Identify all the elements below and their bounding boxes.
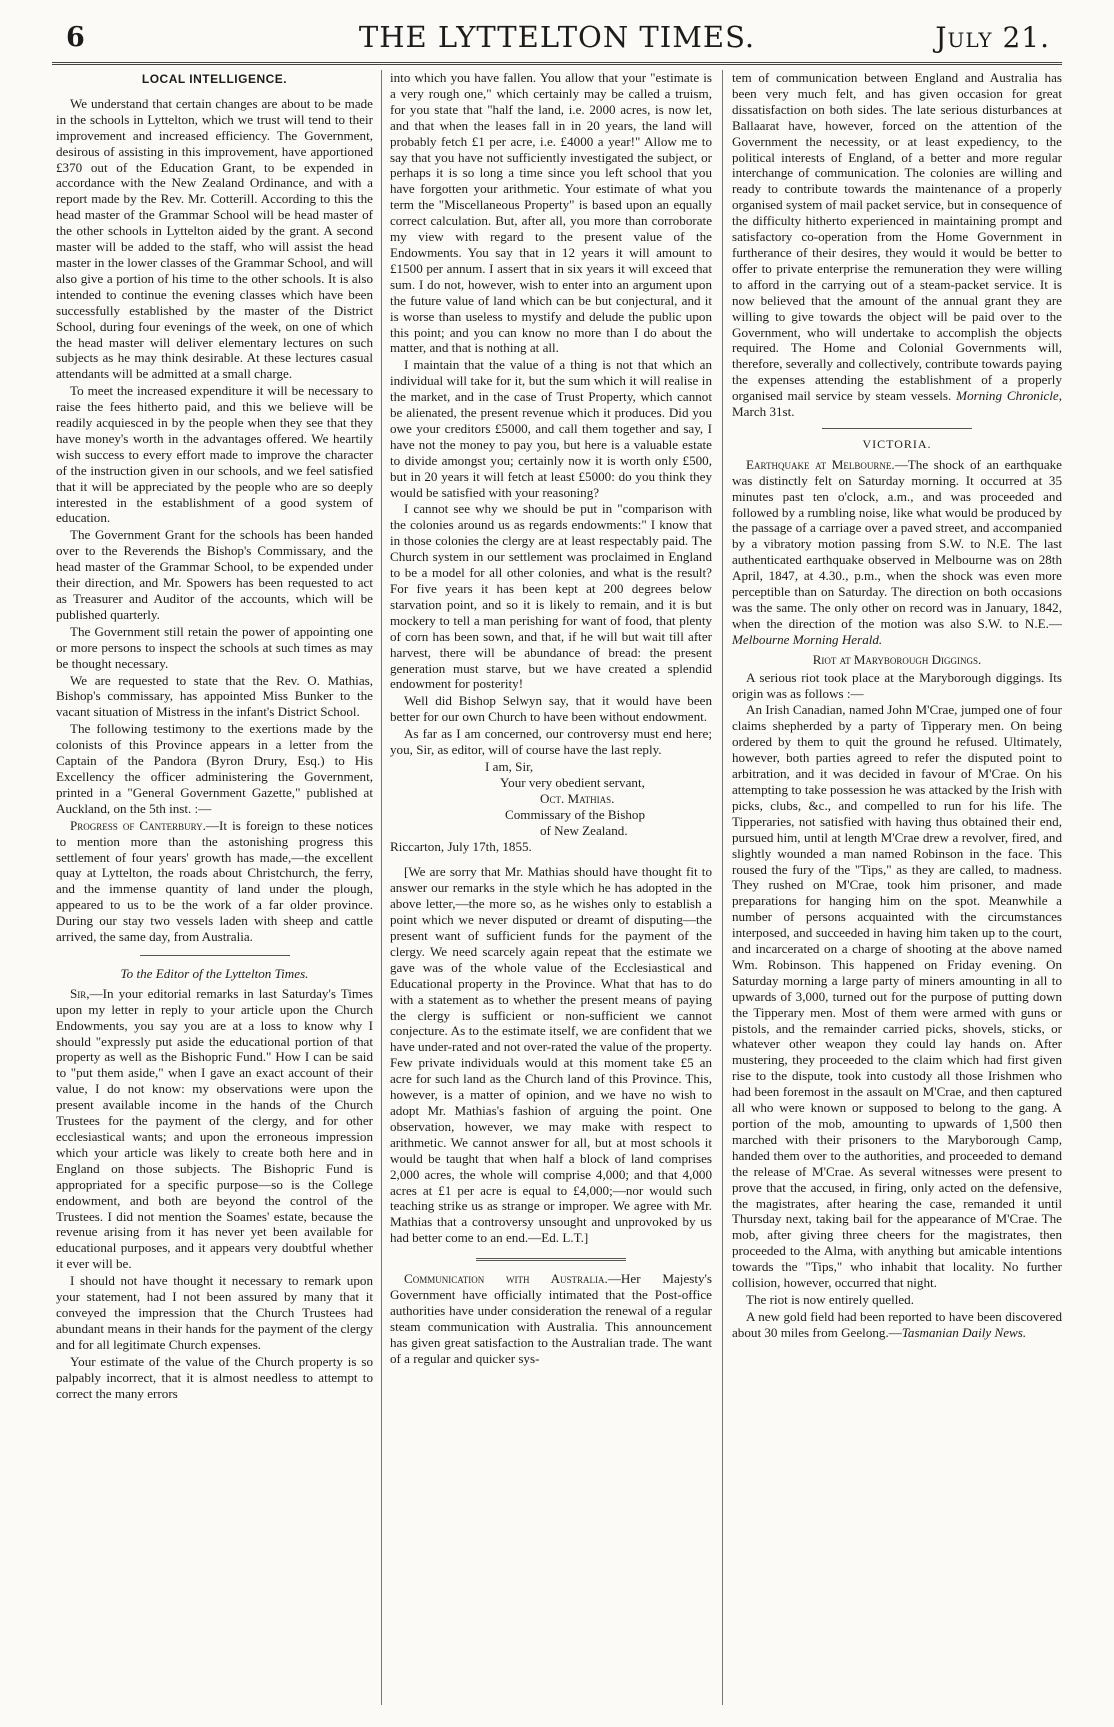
paragraph <box>732 70 1062 420</box>
paragraph: The Government Grant for the schools has been handed over to the Reverends the Bishop's Commissary, and the head master of the Grammar School, to be expended under their direction, and Mr. Spowers has been requested to act as Treasurer and Auditor of the accounts, which will be published quarterly. <box>56 527 373 622</box>
paragraph <box>56 818 373 945</box>
editor-reply: [We are sorry that Mr. Mathias should have thought fit to answer our remarks in the style which he has adopted in the above letter,—the more so, as he wishes only to establish a point which we never disputed or dreamt of disputing—the present want of sufficient funds for the payment of the clergy. We need scarcely again repeat that the estimate we gave was of the whole value of the Ecclesiastical and Educational property in the Province. What that has to do with a statement as to whether the present means of paying the clergy is sufficient or non-sufficient we cannot conjecture. As to the estimate itself, we are confident that we have under-rated and not over-rated the value of the property. Few private individuals would at this moment take £5 an acre for such land as the Church land of this Province. This, however, is a matter of opinion, and we have no wish to adopt Mr. Mathias's fashion of arguing the point. One observation, however, we may make with respect to arithmetic. We cannot answer for all, but at most schools it would be taught that when half a block of land comprises 2,000 acres, the whole will comprise 4,000; and that 4,000 acres at £1 per acre is equal to £4,000;—nor would such teaching strike us as strange or improper. We agree with Mr. Mathias that a controversy unsought and unprovoked by us had better come to an end.—Ed. L.T.] <box>390 864 712 1246</box>
paragraph-text: March 31st. <box>732 404 795 420</box>
paragraph: The following testimony to the exertions made by the colonists of this Province appears in a letter from the Captain of the Pandora (Byron Drury, Esq.) to His Excellency the officer administering the Government, printed in a "General Government Gazette," published at Auckland, on the 5th inst. :— <box>56 721 373 816</box>
issue-date: July 21. <box>935 21 1050 54</box>
paragraph: I cannot see why we should be put in "comparison with the colonies around us as regards endowments:" I know that in those colonies the clergy are at least respectably paid. The Church system in our settlement was proclaimed in England to be a model for all other colonies, and what is the result? For five years it has been kept at 200 degrees below starvation point, and so it is likely to remain, and it is but mockery to tell a man perishing for want of food, that plenty of corn has been sown, and that, if he will but wait till after harvest, there will be abundance of bread: the present generation must starve, but we have created a splendid endowment for posterity! <box>390 501 712 692</box>
column-divider <box>722 70 723 1705</box>
source-credit: Melbourne Morning Herald. <box>732 631 883 647</box>
paragraph-text: —It is foreign to these notices to mention more than the astonishing progress this settlement of four years' growth has made,—the excellent quay at Lyttelton, the roads about Christchurch, the ferry, and the immense quantity of land under the plough, appeared to us to be the work of a far older province. During our stay two vessels laden with sheep and cattle arrived, the same day, from Australia. <box>56 817 373 945</box>
signature-line: Your very obedient servant, <box>500 774 645 790</box>
paragraph: The riot is now entirely quelled. <box>746 1291 914 1307</box>
section-heading: LOCAL INTELLIGENCE. <box>141 72 288 86</box>
paragraph-text: tem of communication between England and Australia has been very much felt, and has given occasion for great dissatisfaction on both sides. The late serious disturbances at Ballaarat have, however, forced on the attention of the Government the necessity, or at least expediency, to the political interests of England, of a better and more regular interchange of communication. The colonies are willing and ready to contribute towards the maintenance of a properly organised system of mail packet service, but in consequence of the difficulty hitherto experienced in maintaining prompt and satisfactory co-operation from the Home Government in furtherance of their desires, they would it would be better to offer to private enterprise the remuneration they were willing to afford in the carrying out of a steam-packet service. It is now believed that the amount of the annual grant they are willing to give towards the object will be paid over to the Government, who will undertake to accomplish the objects required. The Home and Colonial Governments will, therefore, severally and collectively, contribute towards paying the expenses attending the establishment of a properly organised mail service by steam vessels. <box>732 70 1062 404</box>
paragraph: I maintain that the value of a thing is not that which an individual will take for it, but the sum which it will realise in the market, and in the case of Trust Property, which cannot be alienated, the present revenue which it produces. Did you owe your creditors £5000, and call them together and say, I have not the money to pay you, but here is a valuable estate to divide amongst you; certainly now it is worth only £500, but in 20 years it will fetch at least £5000: do you think they would be satisfied with your reasoning? <box>390 357 712 500</box>
paragraph-text: —In your editorial remarks in last Saturday's Times upon my letter in reply to your article upon the Church Endowments, you say you are at a loss to know why I should "expressly put aside the educational portion of that property as well as the Bishopric Fund." How I can be said to "put them aside," when I gave an exact account of their value, I do not know: my observations were upon the present available income in the hands of the Church Trustees for the payment of the clergy, and for other ecclesiastical wants; and upon the erroneous impression which your article was likely to create both here and in England on those subjects. The Bishopric Fund is appropriated for a specific purpose—so is the College endowment, and both are beyond the control of the Trustees. I did not mention the Soames' estate, because the revenue arising from it has never yet been available for educational purposes, and it appears very doubtful whether it ever will be. <box>56 985 373 1272</box>
column-divider <box>381 70 382 1705</box>
column-2 <box>390 70 712 1705</box>
section-rule <box>822 428 972 429</box>
paragraph: The Government still retain the power of appointing one or more persons to inspect the schools at such times as may be thought necessary. <box>56 623 373 671</box>
paragraph <box>732 1309 1062 1341</box>
paragraph: Your estimate of the value of the Church property is so palpably incorrect, that it is almost needless to attempt to correct the many errors <box>56 1353 373 1401</box>
paragraph: A serious riot took place at the Maryborough diggings. Its origin was as follows :— <box>732 669 1062 701</box>
source-credit: Morning Chronicle, <box>956 388 1062 404</box>
signature-line: Commissary of the Bishop <box>505 806 646 822</box>
paragraph-text: —The shock of an earthquake was distinctly felt on Saturday morning. It occurred at 35 minutes past ten o'clock, a.m., and was proceeded and followed by a rumbling noise, like what would be produced by the passage of a carriage over a paved street, and accompanied by a vibratory motion passing from S.W. to N.E. The last authenticated earthquake observed in Melbourne was on 28th April, 1847, at 4.30., p.m., when the shock was even more perceptible than on Saturday. The direction on both occasions was the same. The only other on record was in January, 1842, when the direction of the motion was also S.W. to N.E.— <box>732 456 1062 631</box>
paragraph <box>732 457 1062 648</box>
paragraph: I should not have thought it necessary to remark upon your statement, had I not been assured by many that it conveyed the impression that the Church Trustees had abundant means in their hands for the payment of the clergy and for all legitimate Church expenses. <box>56 1273 373 1352</box>
paragraph-text: —Her Majesty's Government have officially intimated that the Post-office authorities have under consideration the renewal of a regular steam communication with Australia. This announcement has given great satisfaction to the Australian trade. The want of a regular and quicker sys- <box>390 1271 712 1366</box>
section-heading: VICTORIA. <box>862 436 932 451</box>
paragraph: into which you have fallen. You allow that your "estimate is a very rough one," which certainly may be called a truism, for you state that "half the land, i.e. 2000 acres, is now let, and that when the leases fall in in 20 years, the land will probably fetch £1 per acre, i.e. £4000 a year!" Allow me to say that you have not sufficiently investigated the subject, or perhaps it is so long a time since you left school that you have forgotten your arithmetic. Your estimate of what you term the "Miscellaneous Property" is based upon an equally correct calculation. But, after all, you more than corroborate my view with regard to the present value of the Endowments. You say that in 12 years it will amount to £1500 per annum. I assert that in six years it will exceed that sum. I do not, however, wish to enter into an argument upon the future value of land which can be but conjectural, and it is worse than useless to mystify and delude the public upon this point; and you can know no more than I do about the matter, and that is nothing at all. <box>390 70 712 356</box>
masthead-rule <box>52 62 1062 65</box>
run-in-heading: Earthquake at Melbourne. <box>746 456 895 472</box>
page-number: 6 <box>66 22 85 53</box>
paragraph: We understand that certain changes are about to be made in the schools in Lyttelton, which we trust will tend to their improvement and increased efficiency. The Government, desirous of assisting in this improvement, have apportioned £370 out of the Education Grant, to be expended in accordance with the New Zealand Ordinance, and with a report made by the Rev. Mr. Cotterill. According to this the head master of the Grammar School will be head master of the other schools in Lyttelton aided by the grant. A second master will be added to the staff, who will assist the head master in the lower classes of the Grammar School, and will also give a portion of his time to the other schools. It is also intended to continue the evening classes which have been successfully established by the master of the District School, during four evenings of the week, on one of which the head master will deliver elementary lectures on such subjects as he may think desirable. At these lectures casual attendants will be admitted at a small charge. <box>56 95 373 382</box>
column-1 <box>56 70 373 1705</box>
source-credit: Tasmanian Daily News. <box>901 1324 1027 1340</box>
paragraph: To meet the increased expenditure it will be necessary to raise the fees hitherto paid, and this we believe will be readily acquiesced in by the people when they see that they have money's worth in the advantages offered. We heartily wish success to every effort made to improve the character of the instruction given in our schools, and we feel satisfied that it will be appreciated by the people who are so deeply interested in the establishment of a good system of education. <box>56 383 373 526</box>
section-rule <box>476 1258 626 1261</box>
signature-line: I am, Sir, <box>485 758 534 774</box>
letter-heading: To the Editor of the Lyttelton Times. <box>120 965 309 981</box>
paragraph-text: A new gold field had been reported to have been discovered about 30 miles from Geelong.— <box>732 1308 1062 1340</box>
paragraph: As far as I am concerned, our controversy must end here; you, Sir, as editor, will of course have the last reply. <box>390 726 712 758</box>
paragraph <box>56 986 373 1272</box>
run-in-heading: Communication with Australia. <box>404 1271 608 1287</box>
salutation: Sir, <box>70 985 90 1001</box>
section-heading: Riot at Maryborough Diggings. <box>812 651 982 667</box>
paragraph: An Irish Canadian, named John M'Crae, jumped one of four claims shepherded by a party of Tipperary men. On being ordered by them to quit the ground he refused. Ultimately, however, both parties agreed to refer the disputed point to arbitration, and it was decided in favour of M'Crae. On his attempting to take possession he was attacked by the Irish with picks, clubs, &c., and compelled to run for his life. The Tipperaries, not satisfied with having thus obtained their end, pursued him, until at length M'Crae drew a revolver, fired, and slightly wounded a man named Robinson in the face. This roused the fury of the "Tips," as they are called, to madness. They rushed on M'Crae, took him prisoner, and made preparations for hanging him on the spot. Meanwhile a number of persons acquainted with the circumstances interposed, and succeeded in having him taken up to the court, and incarcerated on a charge of shooting at the above named Wm. Robinson. This happened on Friday evening. On Saturday morning a large party of miners amounting in all to upwards of 3,000, turned out for the purpose of putting down the Tipperary men. Most of them were armed with guns or pistols, and the remainder carried picks, shovels, sticks, or whatever other weapon they could lay hands on. After mustering, they proceeded to the claim which had first given rise to the dispute, took into custody all those Irishmen who had been foremost in the assault on M'Crae, and then captured all who were known or supposed to belong to the gang. A portion of the mob, amounting to upwards of 1,500 then marched with their prisoners to the Maryborough Camp, handed them over to the authorities, and proceeded to demand the release of M'Crae. As several witnesses were present to prove that the accused, in firing, only acted on the defensive, the magistrates, after hearing the case, remanded it until Thursday next, taking bail for the appearance of M'Crae. The mob, after giving three cheers for the magistrates, then proceeded to the Alma, with anything but amicable intentions towards the "Tips," who inhabit that locality. No further collision, however, occurred that night. <box>732 702 1062 1291</box>
run-in-heading: Progress of Canterbury. <box>70 817 206 833</box>
section-rule <box>140 955 290 956</box>
newspaper-title: THE LYTTELTON TIMES. <box>358 20 756 54</box>
column-3 <box>732 70 1062 1705</box>
paragraph: Well did Bishop Selwyn say, that it would have been better for our own Church to have been without endowment. <box>390 693 712 725</box>
signature-line: of New Zealand. <box>540 822 628 838</box>
dateline: Riccarton, July 17th, 1855. <box>390 838 532 854</box>
signature-name: Oct. Mathias. <box>540 790 615 806</box>
paragraph: We are requested to state that the Rev. O. Mathias, Bishop's commissary, has appointed Miss Bunker to the vacant situation of Mistress in the infant's District School. <box>56 672 373 720</box>
masthead <box>52 18 1062 56</box>
paragraph <box>390 1271 712 1366</box>
